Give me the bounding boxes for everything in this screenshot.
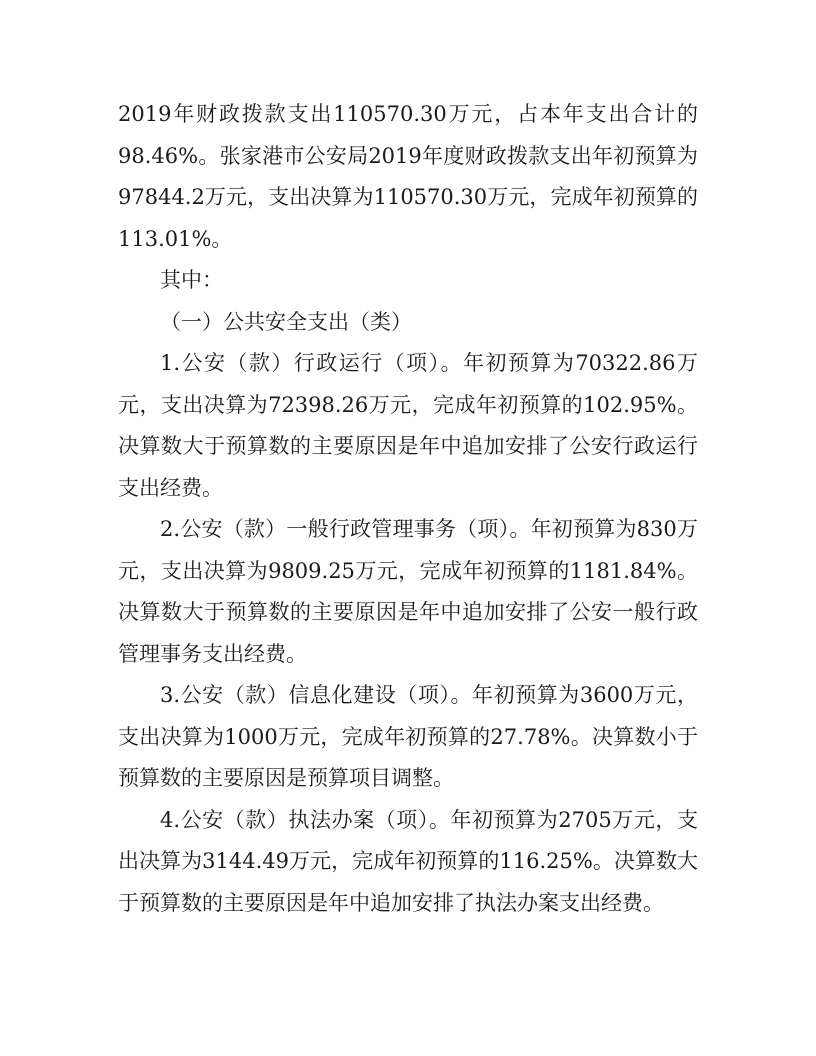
paragraph-item-1: 1.公安（款）行政运行（项）。年初预算为70322.86万元，支出决算为72398.26万元，完成年初预算的102.95%。决算数大于预算数的主要原因是年中追加安排了公安行政运行支出经费。	[118, 351, 698, 500]
paragraph-among: 其中：	[160, 268, 223, 292]
paragraph-item-3: 3.公安（款）信息化建设（项）。年初预算为3600万元，支出决算为1000万元，完成年初预算的27.78%。决算数小于预算数的主要原因是预算项目调整。	[118, 683, 698, 790]
paragraph-item-2: 2.公安（款）一般行政管理事务（项）。年初预算为830万元，支出决算为9809.25万元，完成年初预算的1181.84%。决算数大于预算数的主要原因是年中追加安排了公安一般行政管理事务支出经费。	[118, 517, 698, 666]
section-heading-public-security: （一）公共安全支出（类）	[160, 309, 412, 334]
paragraph-intro: 2019年财政拨款支出110570.30万元，占本年支出合计的98.46%。张家港市公安局2019年度财政拨款支出年初预算为97844.2万元，支出决算为110570.30万元，完成年初预算的113.01%。	[118, 102, 698, 251]
paragraph-item-4: 4.公安（款）执法办案（项）。年初预算为2705万元，支出决算为3144.49万元，完成年初预算的116.25%。决算数大于预算数的主要原因是年中追加安排了执法办案支出经费。	[118, 807, 698, 915]
document-page	[118, 94, 698, 924]
